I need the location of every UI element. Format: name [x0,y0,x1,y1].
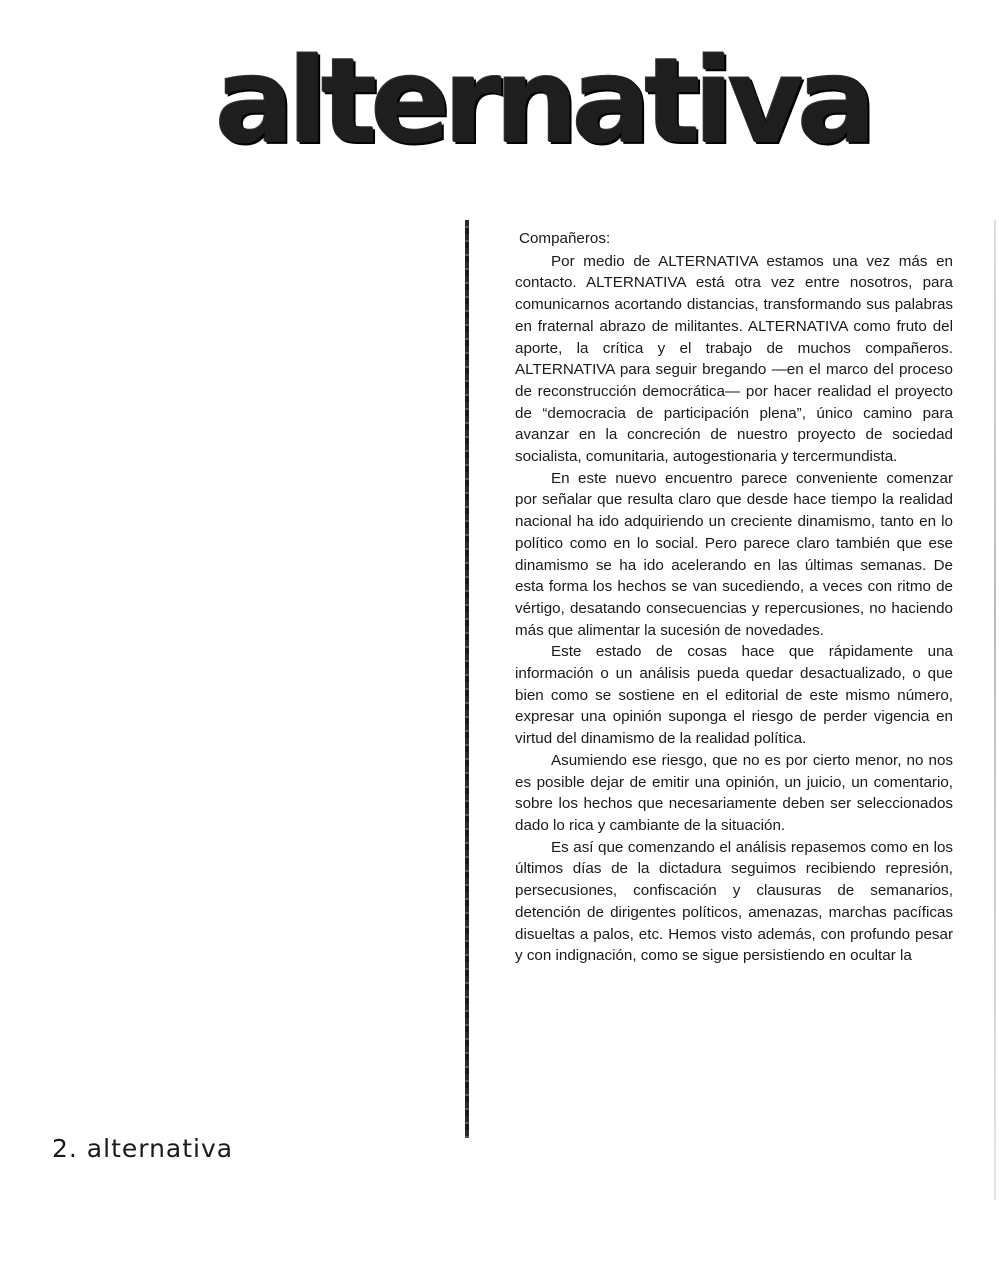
article-paragraph: En este nuevo encuentro parece conveniente comenzar por señalar que resulta claro que desde hace tiempo la realidad nacional ha ido adquiriendo un creciente dinamismo, tanto en lo político como en lo social. Pero parece claro también que ese dinamismo se ha ido acelerando en las últimas semanas. De esta forma los hechos se van sucediendo, a veces con ritmo de vértigo, desatando consecuencias y repercusiones, no haciendo más que alimentar la sucesión de novedades. [515,469,953,639]
column-rule [465,220,469,1138]
article-greeting: Compañeros: [519,230,611,247]
article-paragraph: Este estado de cosas hace que rápidamente una información o un análisis pueda quedar desactualizado, o que bien como se sostiene en el editorial de este mismo número, expresar una opinión suponga el riesgo de perder vigencia en virtud del dinamismo de la realidad política. [515,643,953,748]
article-paragraph: Por medio de ALTERNATIVA estamos una vez más en contacto. ALTERNATIVA está otra vez entre nosotros, para comunicarnos acortando distancias, transformando sus palabras en fraternal abrazo de militantes. ALTERNATIVA como fruto del aporte, la crítica y el trabajo de muchos compañeros. ALTERNATIVA para seguir bregando —en el marco del proceso de reconstrucción democrática— por hacer realidad el proyecto de “democracia de participación plena”, único camino para avanzar en la concreción de nuestro proyecto de sociedad socialista, comunitaria, autogestionaria y tercermundista. [515,252,953,466]
article-body [515,228,953,967]
masthead-title: alternativa [215,32,870,170]
page-edge-shadow [994,220,996,1200]
article-paragraph: Asumiendo ese riesgo, que no es por cierto menor, no nos es posible dejar de emitir una opinión, un juicio, un comentario, sobre los hechos que necesariamente deben ser seleccionados dado lo rica y cambiante de la situación. [515,751,953,834]
article-paragraph: Es así que comenzando el análisis repasemos como en los últimos días de la dictadura seguimos recibiendo represión, persecusiones, confiscación y clausuras de semanarios, detención de dirigentes políticos, amenazas, marchas pacíficas disueltas a palos, etc. Hemos visto además, con profundo pesar y con indignación, como se sigue persistiendo en ocultar la [515,838,953,965]
page-folio: 2. alternativa [52,1134,234,1163]
